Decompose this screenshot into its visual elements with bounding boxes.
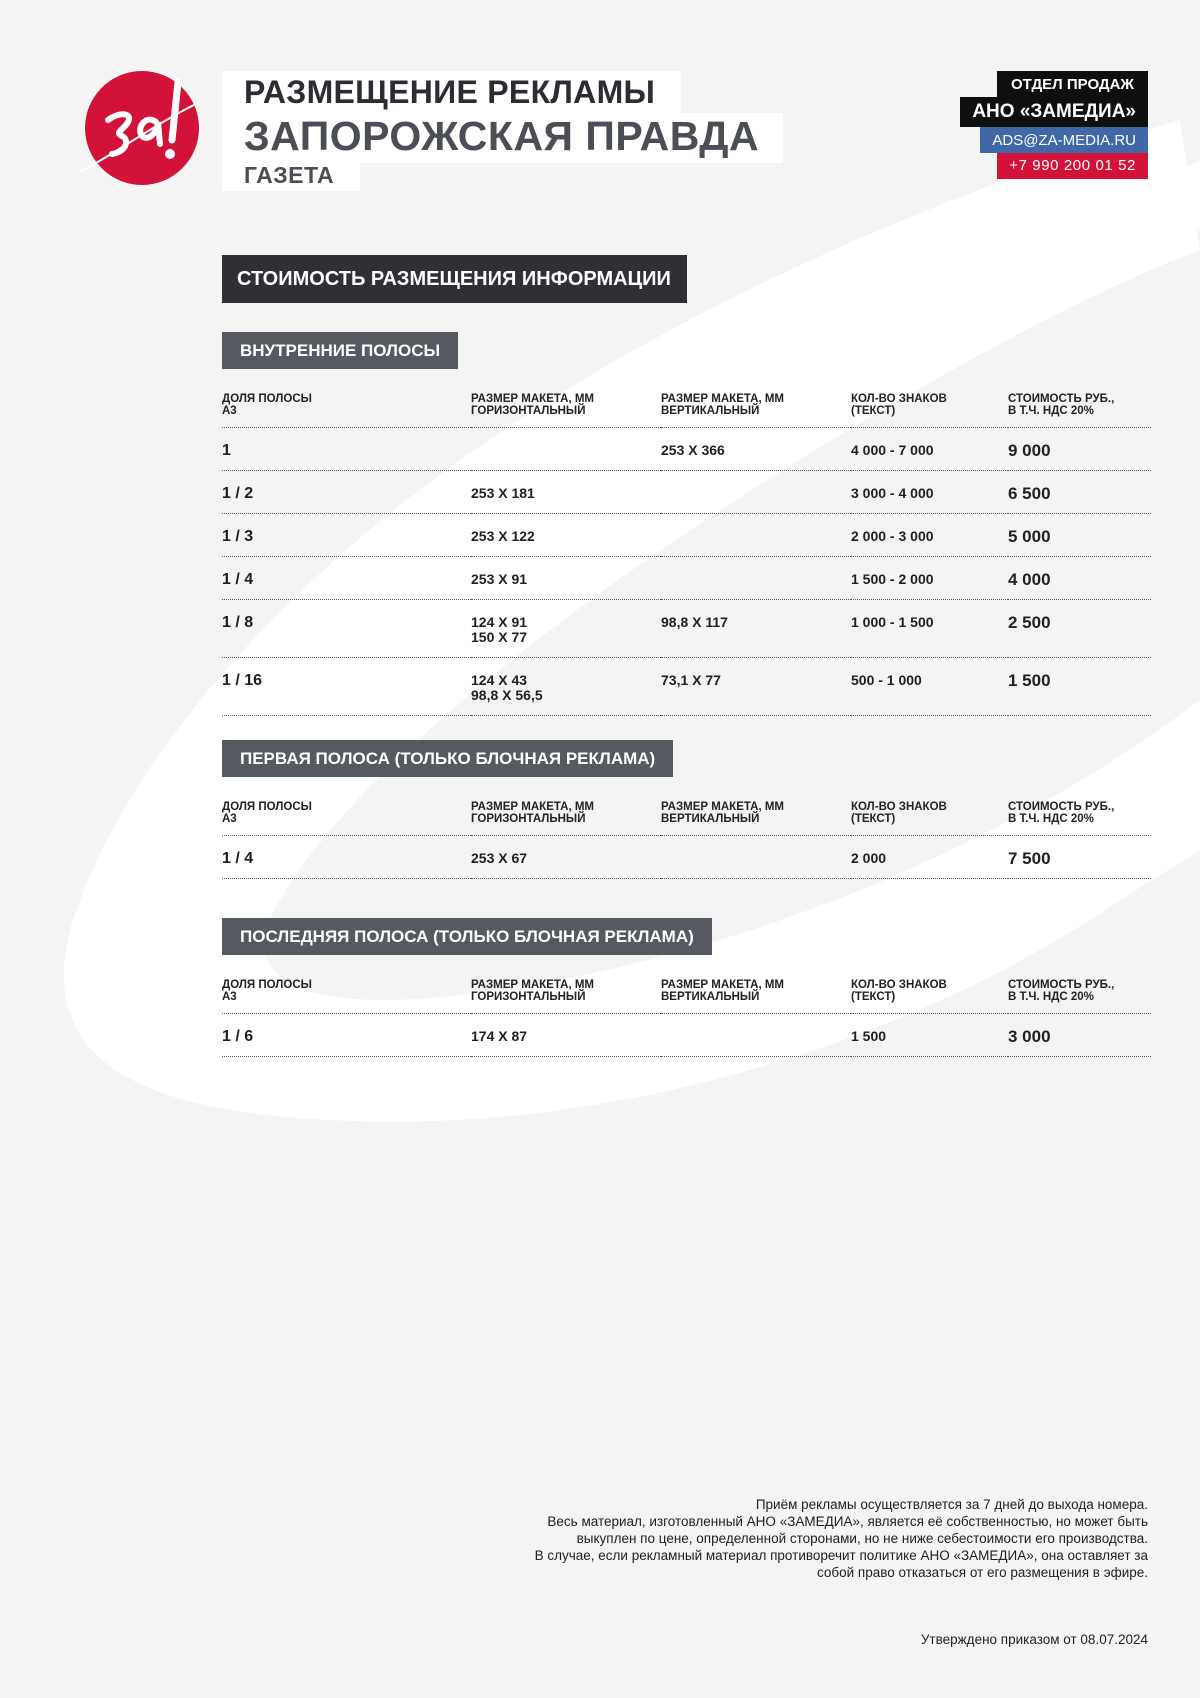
- sales-dept-label: ОТДЕЛ ПРОДАЖ: [997, 71, 1148, 97]
- table-header-row: [222, 385, 1151, 428]
- title-block: [222, 71, 783, 191]
- col-horizontal: РАЗМЕР МАКЕТА, ММ ГОРИЗОНТАЛЬНЫЙ: [471, 793, 661, 836]
- cell-vertical: [661, 557, 851, 600]
- note-line: выкуплен по цене, определенной сторонами, но не ниже себестоимости его производства.: [576, 1531, 1148, 1546]
- cell-vertical: 73,1 X 77: [661, 658, 851, 716]
- email-link[interactable]: ADS@ZA-MEDIA.RU: [980, 127, 1148, 153]
- col-chars: КОЛ-ВО ЗНАКОВ (ТЕКСТ): [851, 385, 1008, 428]
- table-row: [222, 836, 1151, 879]
- cell-price: 4 000: [1008, 557, 1151, 600]
- table-row: [222, 428, 1151, 471]
- table-inner-pages: [222, 385, 1151, 716]
- section-header-inner-pages: ВНУТРЕННИЕ ПОЛОСЫ: [222, 332, 458, 369]
- cell-chars: 1 000 - 1 500: [851, 600, 1008, 658]
- section-header-front-page: ПЕРВАЯ ПОЛОСА (ТОЛЬКО БЛОЧНАЯ РЕКЛАМА): [222, 740, 673, 777]
- cell-share: 1 / 4: [222, 836, 471, 879]
- col-price: СТОИМОСТЬ РУБ., В Т.Ч. НДС 20%: [1008, 385, 1151, 428]
- cell-chars: 2 000 - 3 000: [851, 514, 1008, 557]
- cell-share: 1 / 8: [222, 600, 471, 658]
- cell-chars: 500 - 1 000: [851, 658, 1008, 716]
- cell-horizontal: 253 X 67: [471, 836, 661, 879]
- table-front-page: [222, 793, 1151, 879]
- cell-vertical: 253 X 366: [661, 428, 851, 471]
- cell-share: 1 / 4: [222, 557, 471, 600]
- cell-share: 1 / 16: [222, 658, 471, 716]
- table-header-row: [222, 971, 1151, 1014]
- col-share: ДОЛЯ ПОЛОСЫ А3: [222, 971, 471, 1014]
- table-back-page: [222, 971, 1151, 1057]
- note-line: собой право отказаться от его размещения в эфире.: [816, 1565, 1148, 1580]
- heading-ad-placement: РАЗМЕЩЕНИЕ РЕКЛАМЫ: [222, 71, 681, 113]
- org-name: АНО «ЗАМЕДИА»: [960, 97, 1148, 127]
- approval-date: Утверждено приказом от 08.07.2024: [920, 1632, 1148, 1647]
- terms-notes: [428, 1496, 1148, 1581]
- cell-price: 1 500: [1008, 658, 1151, 716]
- col-horizontal: РАЗМЕР МАКЕТА, ММ ГОРИЗОНТАЛЬНЫЙ: [471, 385, 661, 428]
- cell-price: 5 000: [1008, 514, 1151, 557]
- cell-chars: 4 000 - 7 000: [851, 428, 1008, 471]
- cell-price: 9 000: [1008, 428, 1151, 471]
- cell-share: 1: [222, 428, 471, 471]
- cell-chars: 3 000 - 4 000: [851, 471, 1008, 514]
- cell-share: 1 / 3: [222, 514, 471, 557]
- cell-share: 1 / 2: [222, 471, 471, 514]
- table-row: [222, 1014, 1151, 1057]
- table-row: [222, 514, 1151, 557]
- cell-vertical: [661, 471, 851, 514]
- cell-horizontal: [471, 428, 661, 471]
- cell-horizontal: 253 X 122: [471, 514, 661, 557]
- cell-price: 6 500: [1008, 471, 1151, 514]
- cell-horizontal: 124 X 43 98,8 X 56,5: [471, 658, 661, 716]
- cell-horizontal: 253 X 91: [471, 557, 661, 600]
- cell-horizontal: 253 X 181: [471, 471, 661, 514]
- cell-vertical: [661, 514, 851, 557]
- col-vertical: РАЗМЕР МАКЕТА, ММ ВЕРТИКАЛЬНЫЙ: [661, 971, 851, 1014]
- cell-price: 3 000: [1008, 1014, 1151, 1057]
- col-price: СТОИМОСТЬ РУБ., В Т.Ч. НДС 20%: [1008, 793, 1151, 836]
- table-row: [222, 600, 1151, 658]
- table-row: [222, 557, 1151, 600]
- newspaper-type: ГАЗЕТА: [222, 163, 360, 191]
- section-header-back-page: ПОСЛЕДНЯЯ ПОЛОСА (ТОЛЬКО БЛОЧНАЯ РЕКЛАМА): [222, 918, 712, 955]
- za-logo: [78, 62, 206, 190]
- cell-vertical: 98,8 X 117: [661, 600, 851, 658]
- cell-vertical: [661, 1014, 851, 1057]
- cell-price: 7 500: [1008, 836, 1151, 879]
- col-share: ДОЛЯ ПОЛОСЫ А3: [222, 385, 471, 428]
- contact-block: [960, 71, 1148, 179]
- table-row: [222, 471, 1151, 514]
- note-line: Приём рекламы осуществляется за 7 дней до выхода номера.: [755, 1497, 1148, 1512]
- cell-price: 2 500: [1008, 600, 1151, 658]
- col-horizontal: РАЗМЕР МАКЕТА, ММ ГОРИЗОНТАЛЬНЫЙ: [471, 971, 661, 1014]
- newspaper-name: ЗАПОРОЖСКАЯ ПРАВДА: [222, 113, 783, 163]
- note-line: Весь материал, изготовленный АНО «ЗАМЕДИА», является её собственностью, но может быть: [547, 1514, 1148, 1529]
- col-vertical: РАЗМЕР МАКЕТА, ММ ВЕРТИКАЛЬНЫЙ: [661, 385, 851, 428]
- table-row: [222, 658, 1151, 716]
- col-chars: КОЛ-ВО ЗНАКОВ (ТЕКСТ): [851, 971, 1008, 1014]
- col-vertical: РАЗМЕР МАКЕТА, ММ ВЕРТИКАЛЬНЫЙ: [661, 793, 851, 836]
- col-chars: КОЛ-ВО ЗНАКОВ (ТЕКСТ): [851, 793, 1008, 836]
- table-header-row: [222, 793, 1151, 836]
- cell-horizontal: 124 X 91 150 X 77: [471, 600, 661, 658]
- cell-vertical: [661, 836, 851, 879]
- main-title: СТОИМОСТЬ РАЗМЕЩЕНИЯ ИНФОРМАЦИИ: [222, 255, 687, 303]
- note-line: В случае, если рекламный материал противоречит политике АНО «ЗАМЕДИА», она оставляет за: [534, 1548, 1148, 1563]
- col-share: ДОЛЯ ПОЛОСЫ А3: [222, 793, 471, 836]
- phone-link[interactable]: +7 990 200 01 52: [997, 153, 1148, 179]
- cell-chars: 1 500 - 2 000: [851, 557, 1008, 600]
- cell-chars: 1 500: [851, 1014, 1008, 1057]
- col-price: СТОИМОСТЬ РУБ., В Т.Ч. НДС 20%: [1008, 971, 1151, 1014]
- cell-share: 1 / 6: [222, 1014, 471, 1057]
- cell-horizontal: 174 X 87: [471, 1014, 661, 1057]
- cell-chars: 2 000: [851, 836, 1008, 879]
